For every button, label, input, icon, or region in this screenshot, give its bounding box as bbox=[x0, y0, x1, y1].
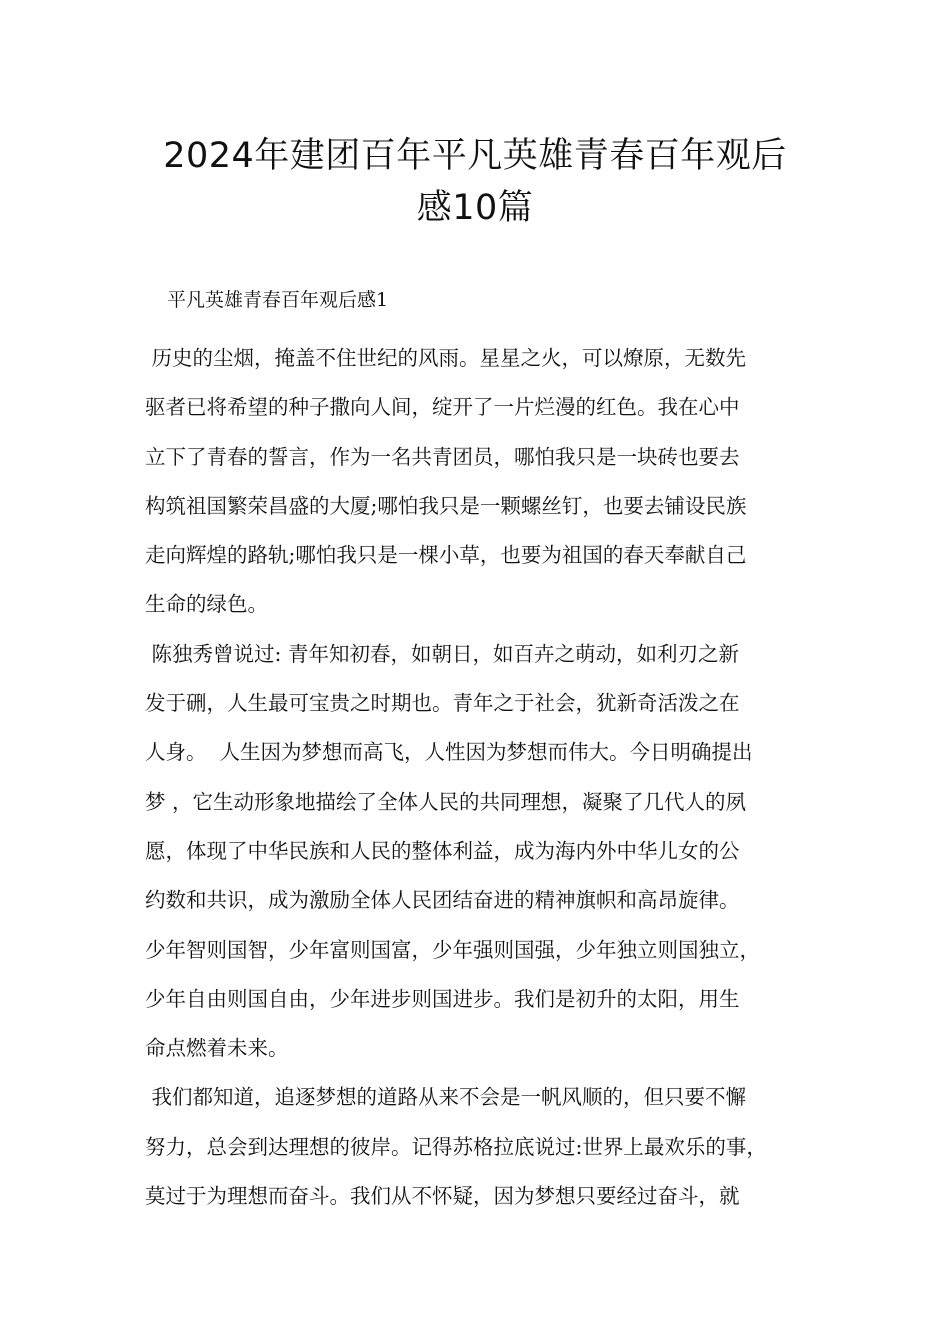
document-title bbox=[120, 130, 830, 234]
text-line: 立下了青春的誓言，作为一名共青团员，哪怕我只是一块砖也要去 bbox=[145, 444, 740, 469]
text-line: 构筑祖国繁荣昌盛的大厦;哪怕我只是一颗螺丝钉，也要去铺设民族 bbox=[145, 493, 747, 518]
text-line: 少年自由则国自由，少年进步则国进步。我们是初升的太阳，用生 bbox=[145, 986, 740, 1011]
text-line: 梦 ，它生动形象地描绘了全体人民的共同理想，凝聚了几代人的夙 bbox=[145, 789, 747, 814]
text-line: 人身。 人生因为梦想而高飞，人性因为梦想而伟大。今日明确提出 bbox=[145, 740, 753, 765]
text-line: 命点燃着未来。 bbox=[145, 1036, 289, 1061]
title-line-1: 2024年建团百年平凡英雄青春百年观后 bbox=[163, 136, 787, 176]
body-text bbox=[145, 334, 825, 1221]
text-line: 我们都知道，追逐梦想的道路从来不会是一帆风顺的，但只要不懈 bbox=[145, 1085, 747, 1110]
title-line-2: 感10篇 bbox=[416, 188, 534, 228]
text-line: 约数和共识，成为激励全体人民团结奋进的精神旗帜和高昂旋律。 bbox=[145, 888, 740, 913]
text-line: 努力，总会到达理想的彼岸。记得苏格拉底说过:世界上最欢乐的事， bbox=[145, 1134, 767, 1159]
text-line: 莫过于为理想而奋斗。我们从不怀疑，因为梦想只要经过奋斗，就 bbox=[145, 1184, 740, 1209]
text-line: 少年智则国智，少年富则国富，少年强则国强，少年独立则国独立， bbox=[145, 937, 760, 962]
text-line: 愿，体现了中华民族和人民的整体利益，成为海内外中华儿女的公 bbox=[145, 838, 740, 863]
section-heading: 平凡英雄青春百年观后感1 bbox=[167, 289, 389, 311]
text-line: 生命的绿色。 bbox=[145, 592, 268, 617]
text-line: 发于硎，人生最可宝贵之时期也。青年之于社会，犹新奇活泼之在 bbox=[145, 691, 740, 716]
text-line: 陈独秀曾说过: 青年知初春，如朝日，如百卉之萌动，如利刃之新 bbox=[145, 641, 739, 666]
text-line: 驱者已将希望的种子撒向人间，绽开了一片烂漫的红色。我在心中 bbox=[145, 395, 740, 420]
text-line: 历史的尘烟，掩盖不住世纪的风雨。星星之火，可以燎原，无数先 bbox=[145, 346, 747, 370]
text-line: 走向辉煌的路轨;哪怕我只是一棵小草，也要为祖国的春天奉献自己 bbox=[145, 543, 747, 568]
